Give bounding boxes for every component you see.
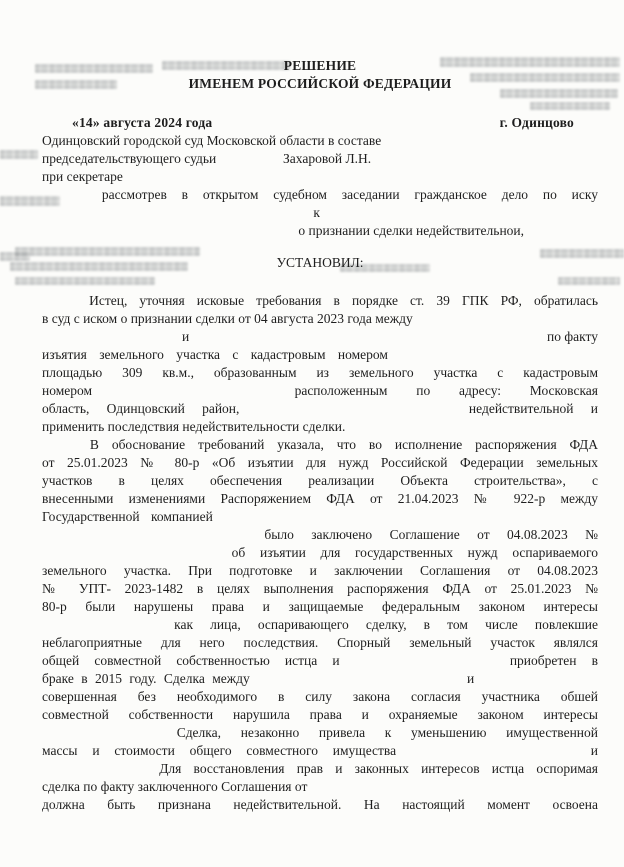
text-line <box>42 346 598 364</box>
text-line <box>42 364 598 382</box>
text-segment: Захаровой Л.Н. <box>283 151 372 166</box>
redacted-gap <box>42 198 87 199</box>
redacted-gap <box>42 628 157 629</box>
text-line <box>42 382 598 400</box>
text-segment: В обоснование требований указала, что во исполнение распоряжения ФДА <box>89 437 598 452</box>
text-line <box>42 634 598 652</box>
text-segment: общей совместной собственностью истца и <box>42 653 340 668</box>
text-line <box>42 418 598 436</box>
text-segment: земельного участка. При подготовке и заключении Соглашения от 04.08.2023 <box>42 563 598 578</box>
claim-line <box>42 222 598 240</box>
text-line <box>42 652 598 670</box>
text-segment: массы и стоимости общего совместного имущества <box>42 743 397 758</box>
redaction-artifact <box>0 150 38 159</box>
redacted-gap <box>42 538 247 539</box>
spacer <box>42 93 598 114</box>
defendant-line <box>42 204 598 222</box>
redacted-gap <box>42 216 310 217</box>
text-segment: РЕШЕНИЕ <box>283 58 357 73</box>
redacted-gap <box>257 412 452 413</box>
text-line <box>42 670 598 688</box>
text-segment: рассмотрев в открытом судебном заседании гражданское дело по иску <box>101 187 598 202</box>
text-segment: при секретаре <box>42 169 123 184</box>
text-segment: применить последствия недействительности сделки. <box>42 419 346 434</box>
text-segment: номером <box>42 383 93 398</box>
text-line <box>42 328 598 346</box>
text-line <box>42 598 598 616</box>
text-line <box>42 706 598 724</box>
text-line <box>42 490 598 508</box>
redacted-gap <box>411 754 576 755</box>
text-line <box>42 508 598 526</box>
redacted-gap <box>220 162 280 163</box>
text-segment: должна быть признана недействительной. На настоящий момент освоена <box>42 797 598 812</box>
spacer <box>42 272 598 292</box>
text-line <box>42 454 598 472</box>
text-layer <box>42 57 598 814</box>
text-segment: браке в 2015 году. Сделка между <box>42 671 250 686</box>
text-segment: как лица, оспаривающего сделку, в том числе повлекшие <box>174 617 598 632</box>
text-segment: Сделка, незаконно привела к уменьшению имущественной <box>176 725 598 740</box>
text-line <box>42 310 598 328</box>
redacted-gap <box>42 304 77 305</box>
text-segment: расположенным по адресу: Московская <box>294 383 598 398</box>
redacted-gap <box>355 664 495 665</box>
text-segment: Для восстановления прав и законных интересов истца оспоримая <box>159 761 598 776</box>
text-segment: г. Одинцово <box>499 115 574 130</box>
secretary-line <box>42 168 598 186</box>
text-line <box>42 580 598 598</box>
text-segment: № УПТ- 2023-1482 в целях выполнения распоряжения ФДА от 25.01.2023 № <box>42 581 598 596</box>
text-line <box>42 760 598 778</box>
ustanovil-heading <box>42 254 598 272</box>
redacted-gap <box>42 448 77 449</box>
text-segment: площадью 309 кв.м., образованным из земельного участка с кадастровым <box>42 365 598 380</box>
text-line <box>42 688 598 706</box>
text-segment: к <box>313 205 320 220</box>
text-segment: область, Одинцовский район, <box>42 401 240 416</box>
text-segment: и <box>590 743 598 758</box>
text-line <box>42 292 598 310</box>
text-segment: Одинцовский городской суд Московской области в составе <box>42 133 382 148</box>
decision-title <box>42 57 598 75</box>
text-segment: от 25.01.2023 № 80-р «Об изъятии для нужд Российской Федерации земельных <box>42 455 598 470</box>
text-line <box>42 742 598 760</box>
text-segment: изъятия земельного участка с кадастровым номером <box>42 347 388 362</box>
date-place-line <box>42 114 598 132</box>
redacted-gap <box>42 772 147 773</box>
text-segment: ИМЕНЕМ РОССИЙСКОЙ ФЕДЕРАЦИИ <box>188 76 452 91</box>
text-segment: было заключено Соглашение от 04.08.2023 № <box>264 527 598 542</box>
spacer <box>42 240 598 254</box>
text-segment: и <box>467 671 475 686</box>
redacted-gap <box>121 394 266 395</box>
redacted-gap <box>42 736 157 737</box>
text-segment: по факту <box>547 329 598 344</box>
text-line <box>42 526 598 544</box>
decision-subtitle <box>42 75 598 93</box>
case-line <box>42 186 598 204</box>
text-segment: об изъятии для государственных нужд оспариваемого <box>231 545 598 560</box>
text-segment: «14» августа 2024 года <box>72 115 213 130</box>
text-line <box>42 544 598 562</box>
text-segment: о признании сделки недействительнои, <box>298 223 525 238</box>
text-segment: участков в целях обеспечения реализации Объекта строительства», с <box>42 473 598 488</box>
text-segment: и <box>182 329 190 344</box>
text-segment: совершенная без необходимого в силу закона согласия участника обшей <box>42 689 598 704</box>
text-line <box>42 400 598 418</box>
text-segment: неблагоприятные для него последствия. Спорный земельный участок являлся <box>42 635 598 650</box>
text-line <box>42 436 598 454</box>
text-segment: внесенными изменениями Распоряжением ФДА от 21.04.2023 № 922-р между <box>42 491 598 506</box>
text-segment: приобретен в <box>509 653 598 668</box>
court-line <box>42 132 598 150</box>
text-segment: председательствующего судьи <box>42 151 217 166</box>
text-segment: в суд с иском о признании сделки от 04 августа 2023 года между <box>42 311 413 326</box>
text-line <box>42 616 598 634</box>
text-line <box>42 724 598 742</box>
text-segment: сделка по факту заключенного Соглашения от <box>42 779 308 794</box>
text-line <box>42 778 598 796</box>
judge-line <box>42 150 598 168</box>
text-segment: недействительной и <box>468 401 598 416</box>
text-line <box>42 472 598 490</box>
text-segment: Истец, уточняя исковые требования в порядке ст. 39 ГПК РФ, обратилась <box>89 293 598 308</box>
text-line <box>42 796 598 814</box>
redacted-gap <box>42 556 217 557</box>
redacted-gap <box>42 234 295 235</box>
text-segment: 80-р были нарушены права и защищаемые федеральным законом интересы <box>42 599 598 614</box>
text-segment: совместной собственности нарушила права и охраняемые законом интересы <box>42 707 598 722</box>
text-segment: УСТАНОВИЛ: <box>276 255 364 270</box>
text-segment: Государственной компанией <box>42 509 213 524</box>
text-line <box>42 562 598 580</box>
